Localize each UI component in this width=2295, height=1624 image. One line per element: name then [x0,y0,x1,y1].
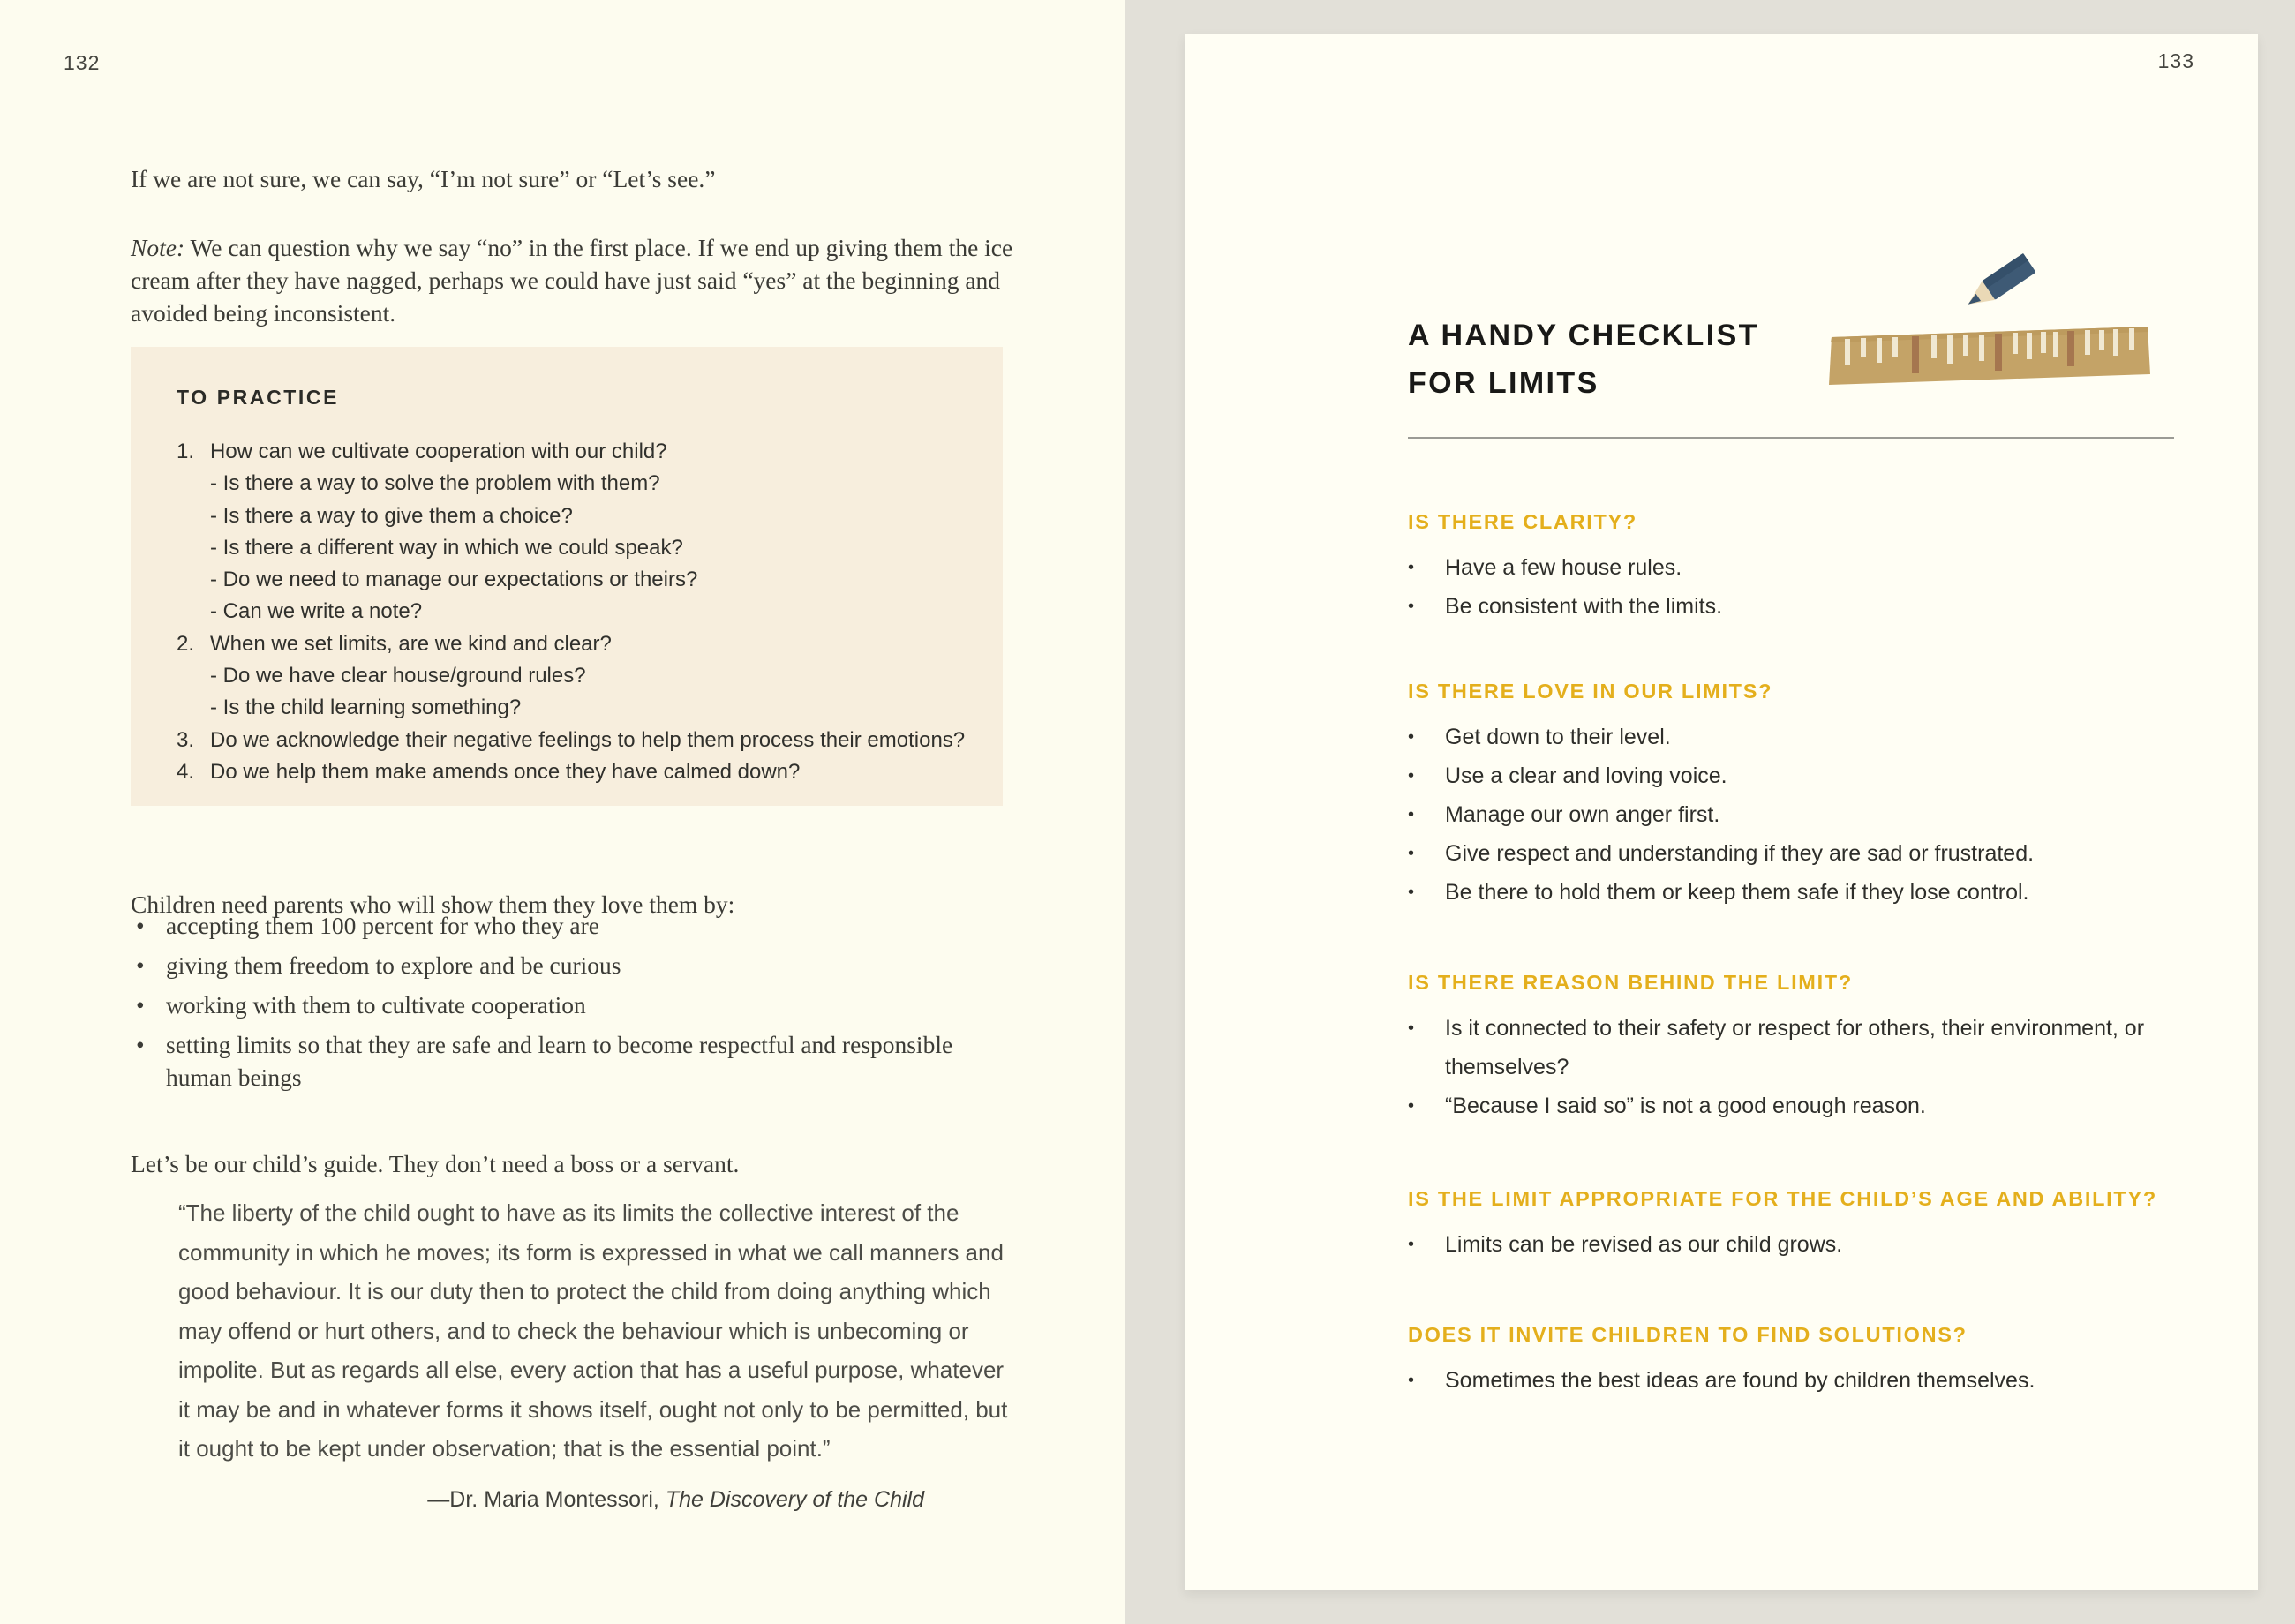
pencil-ruler-illustration [1818,240,2171,390]
bullet-marker: • [1408,805,1415,824]
list-item: • setting limits so that they are safe and learn to become respectful and responsible human beings [131,1028,1022,1094]
practice-sub-item: - Is the child learning something? [210,695,522,720]
page-title [1408,312,1759,407]
page-title-line1: A HANDY CHECKLIST [1408,318,1759,352]
bullet-marker: • [136,1031,145,1058]
to-practice-list [177,436,967,788]
bullet-marker: • [1408,727,1415,747]
practice-sub-item: - Is there a way to solve the problem with them? [210,471,660,496]
practice-item: 1. How can we cultivate cooperation with our child? [177,440,667,463]
list-item: • working with them to cultivate cooperation [131,989,1022,1021]
practice-sub-item: - Do we need to manage our expectations or theirs? [210,568,698,592]
note-text: We can question why we say “no” in the first place. If we end up giving them the ice cream after they have nagged, perhaps we could have just said “yes” at the beginning and avoided being inconsistent. [131,233,1013,327]
to-practice-heading: TO PRACTICE [177,386,340,409]
bullet-marker: • [1408,1096,1415,1116]
checklist-section-love [1408,678,2220,912]
checklist-section-solutions [1408,1321,2220,1400]
bullet-marker: • [1408,766,1415,786]
bullet-marker: • [1408,1235,1415,1254]
section-heading: IS THE LIMIT APPROPRIATE FOR THE CHILD’S AGE AND ABILITY? [1408,1187,2157,1210]
bullet-marker: • [1408,597,1415,616]
section-heading: IS THERE CLARITY? [1408,510,1637,533]
checklist-item: • Be there to hold them or keep them safe if they lose control. [1408,873,2220,912]
attribution-work-title: The Discovery of the Child [665,1487,924,1512]
bullet-marker: • [1408,1019,1415,1038]
ruler-icon [1829,327,2150,385]
montessori-quote: “The liberty of the child ought to have as its limits the collective interest of the community in which he moves; its form is expressed in what we call manners and good behaviour. It is our duty then to protect the child from doing anything which may offend or hurt others, and to check the behaviour which is unbecoming or impolite. But as regards all else, every action that has a useful purpose, whatever it may be and in whatever forms it shows itself, ought not only to be permitted, but it ought to be kept under observation; that is the essential point.” [178,1199,1008,1462]
checklist-section-age-ability [1408,1185,2220,1264]
list-item: • accepting them 100 percent for who they are [131,909,1022,942]
checklist-item: • Limits can be revised as our child grows. [1408,1225,2220,1264]
bullet-marker: • [1408,558,1415,577]
bullet-marker: • [1408,1371,1415,1390]
checklist-item: • Be consistent with the limits. [1408,587,2220,626]
practice-item: 3. Do we acknowledge their negative feelings to help them process their emotions? [177,727,966,752]
attribution-name: —Dr. Maria Montessori, [427,1487,666,1512]
checklist-item: • Is it connected to their safety or respect for others, their environment, or themselves? [1408,1009,2220,1086]
practice-sub-item: - Is there a way to give them a choice? [210,503,573,528]
note-label: Note: [131,233,185,261]
practice-item: 4. Do we help them make amends once they have calmed down? [177,759,801,784]
checklist-item: • Sometimes the best ideas are found by children themselves. [1408,1361,2220,1400]
page-title-line2: FOR LIMITS [1408,365,1599,400]
left-page [0,0,1125,1624]
bullet-marker: • [1408,844,1415,863]
practice-item: 2. When we set limits, are we kind and clear? [177,631,612,656]
bullet-marker: • [136,951,145,979]
section-heading: DOES IT INVITE CHILDREN TO FIND SOLUTIONS? [1408,1323,1968,1346]
love-list [131,909,1022,1101]
list-item: • giving them freedom to explore and be curious [131,949,1022,981]
love-intro: Children need parents who will show them they love them by: [131,890,735,918]
quote-attribution [178,1487,924,1513]
bullet-marker: • [136,912,145,939]
practice-sub-item: - Is there a different way in which we could speak? [210,535,683,560]
note-paragraph [131,231,1018,329]
section-heading: IS THERE LOVE IN OUR LIMITS? [1408,680,1773,703]
section-heading: IS THERE REASON BEHIND THE LIMIT? [1408,971,1853,994]
practice-sub-item: - Do we have clear house/ground rules? [210,664,586,688]
checklist-item: • Manage our own anger first. [1408,795,2220,834]
to-practice-box [131,347,1003,806]
pencil-icon [1961,253,2035,314]
page-number-right: 133 [2157,49,2194,72]
horizontal-divider [1408,437,2174,439]
bullet-marker: • [1408,883,1415,902]
checklist-item: • Give respect and understanding if they are sad or frustrated. [1408,834,2220,873]
checklist-item: • Use a clear and loving voice. [1408,756,2220,795]
checklist-item: • Have a few house rules. [1408,548,2220,587]
checklist-section-reason [1408,969,2220,1125]
bullet-marker: • [136,991,145,1019]
guide-line: Let’s be our child’s guide. They don’t need a boss or a servant. [131,1149,740,1177]
intro-paragraph: If we are not sure, we can say, “I’m not sure” or “Let’s see.” [131,164,716,192]
page-number-left: 132 [64,51,101,74]
checklist-item: • Get down to their level. [1408,718,2220,756]
practice-sub-item: - Can we write a note? [210,599,423,624]
checklist-section-clarity [1408,508,2220,626]
checklist-item: • “Because I said so” is not a good enough reason. [1408,1086,2220,1125]
right-page-card [1185,34,2258,1590]
